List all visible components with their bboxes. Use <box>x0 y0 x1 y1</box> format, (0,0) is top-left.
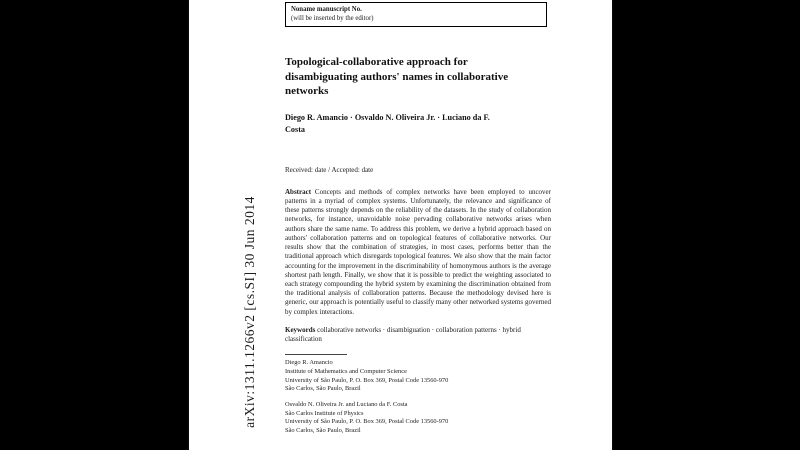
footnote-author-2-name: Osvaldo N. Oliveira Jr. and Luciano da F. Costa <box>285 400 408 408</box>
abstract-paragraph <box>285 188 551 317</box>
footnote-author-2-affiliation: São Carlos Institute of Physics <box>285 409 364 417</box>
paper-title: Topological-collaborative approach for disambiguating authors' names in collaborative networks <box>285 56 509 98</box>
footnote-author-1-affiliation: Institute of Mathematics and Computer Science <box>285 368 407 376</box>
footnote-author-1 <box>285 359 551 394</box>
keywords-text: collaborative networks · disambiguation · collaboration patterns · hybrid classification <box>285 325 521 344</box>
manuscript-note-box <box>285 2 547 27</box>
keywords-label: Keywords <box>285 325 316 334</box>
received-accepted-line: Received: date / Accepted: date <box>285 165 374 174</box>
authors-line: Diego R. Amancio · Osvaldo N. Oliveira Jr. · Luciano da F. Costa <box>285 112 490 134</box>
footnote-divider <box>285 354 347 355</box>
manuscript-editor-line: (will be inserted by the editor) <box>291 15 374 23</box>
footnote-author-2 <box>285 401 551 436</box>
arxiv-watermark: arXiv:1311.1266v2 [cs.SI] 30 Jun 2014 <box>242 196 257 428</box>
paper-page <box>189 0 612 450</box>
paper-content-column <box>285 0 551 436</box>
footnote-author-1-city: São Carlos, São Paulo, Brazil <box>285 385 361 393</box>
footnote-author-1-address: University of São Paulo, P. O. Box 369, Postal Code 13560-970 <box>285 376 449 384</box>
abstract-text: Concepts and methods of complex networks have been employed to uncover patterns in a myriad of complex systems. Unfortunately, the relevance and significance of these patterns strongly depends on the reliability of the datasets. In the study of collaboration networks, for instance, unavoidable noise pervading collaborative networks arises when authors share the same name. To address this problem, we derive a hybrid approach based on authors' collaboration patterns and on topological features of collaborative networks. Our results show that the combination of strategies, in most cases, performs better than the traditional approach which disregards topological features. We also show that the main factor accounting for the improvement in the discriminability of homonymous authors is the average shortest path length. Finally, we show that it is possible to predict the weighting associated to each strategy compounding the hybrid system by examining the discrimination obtained from the traditional analysis of collaboration patterns. Because the methodology devised here is generic, our approach is potentially useful to classify many other networked systems governed by complex interactions. <box>285 187 551 316</box>
footnote-author-2-address: University of São Paulo, P. O. Box 369, Postal Code 13560-970 <box>285 418 449 426</box>
footnote-author-2-city: São Carlos, São Paulo, Brazil <box>285 426 361 434</box>
abstract-label: Abstract <box>285 187 312 196</box>
footnote-author-1-name: Diego R. Amancio <box>285 359 333 367</box>
manuscript-no-line: Noname manuscript No. <box>291 6 362 13</box>
keywords-line <box>285 326 551 344</box>
